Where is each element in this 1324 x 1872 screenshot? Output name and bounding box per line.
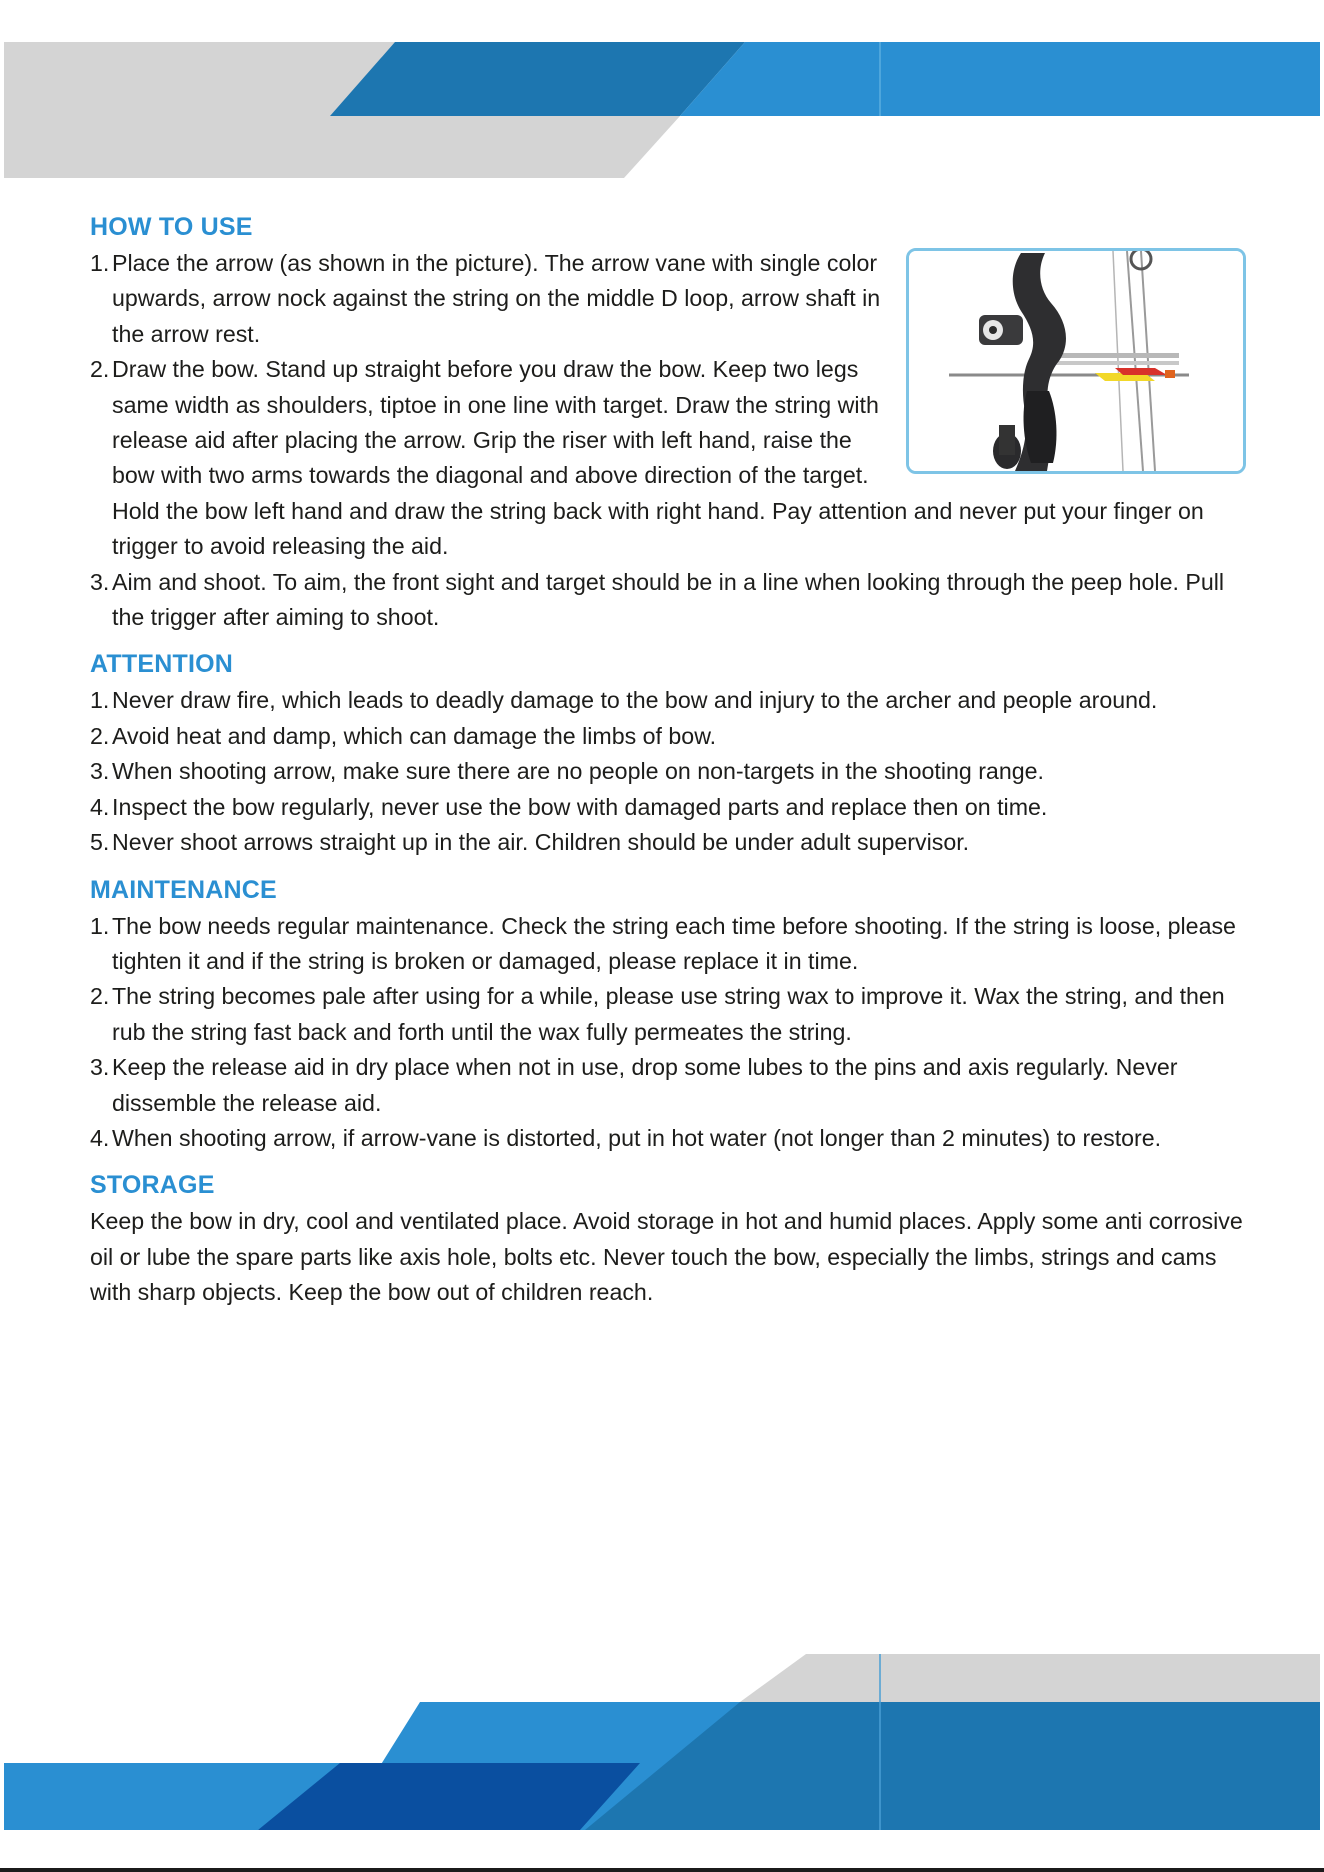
list-item-text: Never shoot arrows straight up in the air. Children should be under adult supervisor. (112, 829, 970, 856)
list-item (90, 790, 1250, 825)
list-item-number: 2. (90, 722, 110, 749)
list-item (90, 565, 1250, 636)
page-content (90, 210, 1250, 1323)
header-banner (4, 42, 1320, 178)
section-storage (90, 1168, 1250, 1310)
storage-paragraph: Keep the bow in dry, cool and ventilated place. Avoid storage in hot and humid places. Apply some anti corrosive oil or lube the spare parts like axis hole, bolts etc. Never touch the bow, especially the limbs, strings and cams with sharp objects. Keep the bow out of children reach. (90, 1208, 1243, 1306)
list-item-number: 3. (90, 568, 110, 595)
list-item (90, 352, 1250, 564)
list-item-text: Aim and shoot. To aim, the front sight and target should be in a line when looking through the peep hole. Pull the trigger after aiming to shoot. (112, 568, 1225, 631)
attention-list (90, 683, 1250, 860)
list-item (90, 979, 1250, 1050)
list-item-text: Place the arrow (as shown in the picture). The arrow vane with single color upwards, arrow nock against the string on the middle D loop, arrow shaft in the arrow rest. (112, 250, 881, 347)
section-title-maintenance: MAINTENANCE (90, 875, 277, 904)
list-item-number: 4. (90, 793, 110, 820)
section-title-how-to-use: HOW TO USE (90, 213, 253, 241)
list-item (90, 1050, 1250, 1121)
list-item-number: 1. (90, 687, 110, 714)
list-item-number: 2. (90, 356, 110, 383)
list-item (90, 719, 1250, 754)
section-how-to-use (90, 210, 1250, 635)
section-attention (90, 647, 1250, 860)
list-item-text: When shooting arrow, if arrow-vane is distorted, put in hot water (not longer than 2 minutes) to restore. (112, 1124, 1162, 1151)
list-item-number: 2. (90, 983, 110, 1010)
list-item-text: Never draw fire, which leads to deadly damage to the bow and injury to the archer and people around. (112, 687, 1158, 714)
list-item-text: The bow needs regular maintenance. Check the string each time before shooting. If the string is loose, please tighten it and if the string is broken or damaged, please replace it in time. (112, 912, 1236, 974)
page-bottom-border (0, 1868, 1324, 1872)
list-item-number: 3. (90, 1054, 110, 1081)
list-item-number: 1. (90, 912, 110, 939)
list-item-text: Inspect the bow regularly, never use the bow with damaged parts and replace then on time. (112, 793, 1048, 820)
list-item-text: Avoid heat and damp, which can damage the limbs of bow. (112, 722, 717, 749)
list-item (90, 825, 1250, 860)
list-item-number: 5. (90, 829, 110, 856)
list-item-number: 1. (90, 250, 110, 276)
how-to-use-list (90, 246, 1250, 635)
list-item-text: When shooting arrow, make sure there are no people on non-targets in the shooting range. (112, 758, 1044, 785)
list-item-text: The string becomes pale after using for a while, please use string wax to improve it. Wax the string, and then rub the string fast back and forth until the wax fully permeates the string. (112, 983, 1225, 1045)
maintenance-list (90, 909, 1250, 1157)
list-item-number: 4. (90, 1124, 110, 1151)
list-item-text: Keep the release aid in dry place when not in use, drop some lubes to the pins and axis regularly. Never dissemble the release aid. (112, 1054, 1178, 1116)
section-title-storage: STORAGE (90, 1171, 215, 1200)
list-item-number: 3. (90, 758, 110, 785)
list-item (90, 246, 1250, 352)
list-item (90, 909, 1250, 980)
list-item-text: Draw the bow. Stand up straight before you draw the bow. Keep two legs same width as shoulders, tiptoe in one line with target. Draw the string with release aid after placing the arrow. Grip the riser with left hand, raise the bow with two arms towards the diagonal and above direction of the target. Hold the bow left hand and draw the string back with right hand. Pay attention and never put your finger on trigger to avoid releasing the aid. (112, 356, 1204, 560)
list-item (90, 1121, 1250, 1156)
section-maintenance (90, 873, 1250, 1157)
list-item (90, 754, 1250, 789)
list-item (90, 683, 1250, 718)
section-title-attention: ATTENTION (90, 650, 233, 679)
footer-banner (4, 1654, 1320, 1830)
